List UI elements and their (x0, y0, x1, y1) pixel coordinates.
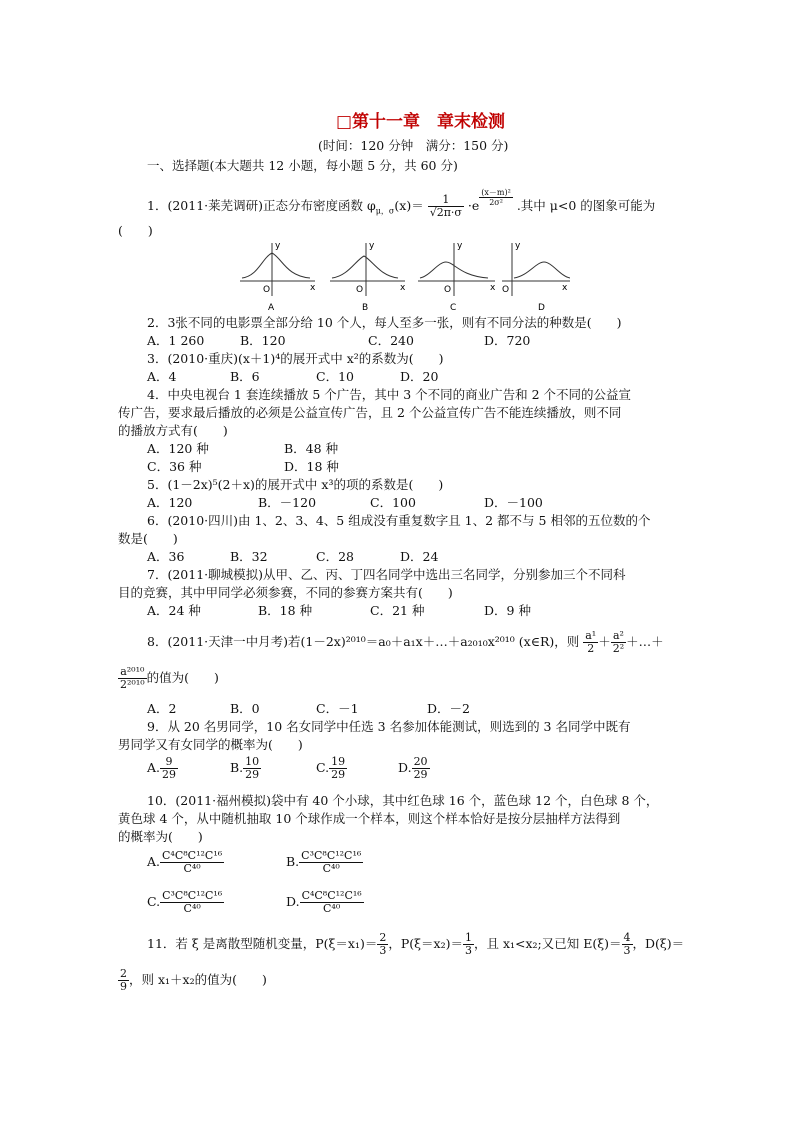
question-11-stem: 11．若 ξ 是离散型随机变量，P(ξ＝x₁)＝ $\frac{2}{3}$ ，P(ξ＝x₂)＝ $\frac{1}{3}$ ，且 x₁<x₂;又已知 E(ξ)＝ $\frac{4}{3}$ ，D(ξ)＝ (147, 931, 685, 957)
question-3-option-b: B．6 (230, 369, 260, 384)
graph-d-label: D (538, 303, 545, 313)
question-8-option-c: C．－1 (316, 701, 359, 716)
question-6-option-c: C．28 (316, 549, 354, 564)
exam-info: (时间：120 分钟 满分：150 分) (318, 138, 509, 153)
question-1-stem: 1．(2011·莱芜调研)正态分布密度函数 $\varphi_{\mu,\sigma}(x)=$ $\frac{1}{√2\pi\cdot\sigma}$ ·e $^{\frac{\text{(x－m)²}}{\text{2σ²}}}$ .其中 μ<0 的图象可能为 (147, 188, 656, 220)
graph-b-y-label: y (369, 241, 375, 251)
question-7-option-a: A．24 种 (147, 603, 201, 618)
question-8-option-b: B．0 (230, 701, 260, 716)
question-6-option-a: A．36 (147, 549, 185, 564)
question-3-stem: 3．(2010·重庆)(x＋1)⁴的展开式中 x²的系数为( ) (147, 351, 444, 366)
question-7-option-d: D．9 种 (484, 603, 531, 618)
question-3-option-a: A．4 (147, 369, 177, 384)
graph-b-label: B (362, 303, 369, 313)
section-heading: 一、选择题(本大题共 12 小题，每小题 5 分，共 60 分) (147, 158, 458, 173)
question-3-option-c: C．10 (316, 369, 354, 384)
question-6-option-b: B．32 (230, 549, 268, 564)
question-7-option-c: C．21 种 (370, 603, 425, 618)
question-5-stem: 5．(1－2x)⁵(2＋x)的展开式中 x³的项的系数是( ) (147, 477, 444, 492)
question-2-option-d: D．720 (484, 333, 531, 348)
question-4-option-b: B．48 种 (284, 441, 339, 456)
question-11-stem-2: $\frac{2}{9}$ ，则 x₁＋x₂的值为( ) (120, 967, 267, 993)
graph-c-y-label: y (457, 241, 463, 251)
question-5-option-a: A．120 (147, 495, 193, 510)
question-8-option-d: D．－2 (427, 701, 470, 716)
question-9-option-d: D. $\frac{20}{29}$ (398, 755, 428, 781)
question-2-stem: 2．3张不同的电影票全部分给 10 个人，每人至多一张，则有不同分法的种数是( ) (147, 315, 622, 330)
graph-d-y-label: y (515, 241, 521, 251)
question-9-line-2: 男同学又有女同学的概率为( ) (118, 737, 303, 752)
question-8-stem: 8．(2011·天津一中月考)若(1－2x)²⁰¹⁰＝a₀＋a₁x＋…＋a₂₀₁₀x²⁰¹⁰ (x∈R)，则 $\frac{\text{a¹}}{2}$ ＋ $\frac{\text{a²}}{\text{2²}}$ ＋…＋ (147, 629, 664, 655)
question-1-bracket: ( ) (118, 223, 153, 238)
question-9-line-1: 9．从 20 名男同学，10 名女同学中任选 3 名参加体能测试，则选到的 3 名同学中既有 (147, 719, 631, 734)
graph-b-x-label: x (400, 283, 406, 293)
question-10-option-c: C. $\frac{\text{C³C⁸C¹²C¹⁶}}{\text{C⁴⁰}}$ (147, 889, 223, 915)
chapter-title: □第十一章 章末检测 (336, 112, 506, 132)
graph-c (418, 241, 496, 313)
graph-d (502, 241, 570, 313)
graph-d-x-label: x (562, 283, 568, 293)
question-8-option-a: A．2 (147, 701, 177, 716)
question-4-line-1: 4．中央电视台 1 套连续播放 5 个广告，其中 3 个不同的商业广告和 2 个不同的公益宣 (147, 387, 632, 402)
graph-b (330, 241, 406, 313)
question-4-option-d: D．18 种 (284, 459, 339, 474)
question-10-line-1: 10．(2011·福州模拟)袋中有 40 个小球，其中红色球 16 个，蓝色球 12 个，白色球 8 个， (147, 793, 659, 808)
question-6-line-1: 6．(2010·四川)由 1、2、3、4、5 组成没有重复数字且 1、2 都不与 5 相邻的五位数的个 (147, 513, 651, 528)
question-10-line-2: 黄色球 4 个，从中随机抽取 10 个球作成一个样本，则这个样本恰好是按分层抽样方法得到 (118, 811, 621, 826)
question-8-stem-2: $\frac{\text{a²⁰¹⁰}}{\text{2²⁰¹⁰}}$ 的值为( ) (120, 665, 219, 691)
graph-b-origin-label: O (356, 285, 364, 295)
question-10-option-a: A. $\frac{\text{C⁴C⁸C¹²C¹⁶}}{\text{C⁴⁰}}$ (147, 849, 223, 875)
question-3-option-d: D．20 (400, 369, 439, 384)
question-9-option-c: C. $\frac{19}{29}$ (316, 755, 346, 781)
question-5-option-d: D．－100 (484, 495, 543, 510)
question-9-option-b: B. $\frac{10}{29}$ (230, 755, 260, 781)
question-10-line-3: 的概率为( ) (118, 829, 203, 844)
question-6-line-2: 数是( ) (118, 531, 178, 546)
question-7-option-b: B．18 种 (258, 603, 313, 618)
graph-c-label: C (450, 303, 457, 313)
graph-c-x-label: x (490, 283, 496, 293)
question-4-line-3: 的播放方式有( ) (118, 423, 228, 438)
question-2-option-c: C．240 (368, 333, 414, 348)
normal-curve-graphs (240, 238, 570, 313)
question-7-line-2: 目的竞赛，其中甲同学必须参赛，不同的参赛方案共有( ) (118, 585, 453, 600)
graph-a-origin-label: O (263, 285, 271, 295)
graph-a-x-label: x (310, 283, 316, 293)
graph-c-origin-label: O (444, 285, 452, 295)
question-10-option-d: D. $\frac{\text{C⁴C⁸C¹²C¹⁶}}{\text{C⁴⁰}}$ (286, 889, 362, 915)
question-5-option-b: B．－120 (258, 495, 317, 510)
question-4-option-a: A．120 种 (147, 441, 209, 456)
question-2-option-b: B．120 (240, 333, 286, 348)
question-7-line-1: 7．(2011·聊城模拟)从甲、乙、丙、丁四名同学中选出三名同学，分别参加三个不同科 (147, 567, 626, 582)
question-6-option-d: D．24 (400, 549, 439, 564)
graph-a-y-label: y (275, 241, 281, 251)
graph-d-origin-label: O (502, 285, 510, 295)
question-2-option-a: A．1 260 (147, 333, 205, 348)
question-10-option-b: B. $\frac{\text{C³C⁸C¹²C¹⁶}}{\text{C⁴⁰}}$ (286, 849, 362, 875)
graph-a-label: A (268, 303, 275, 313)
question-5-option-c: C．100 (370, 495, 416, 510)
question-4-option-c: C．36 种 (147, 459, 202, 474)
question-9-option-a: A. $\frac{9}{29}$ (147, 755, 177, 781)
graph-a (240, 241, 316, 313)
question-4-line-2: 传广告，要求最后播放的必须是公益宣传广告，且 2 个公益宣传广告不能连续播放，则不同 (118, 405, 622, 420)
